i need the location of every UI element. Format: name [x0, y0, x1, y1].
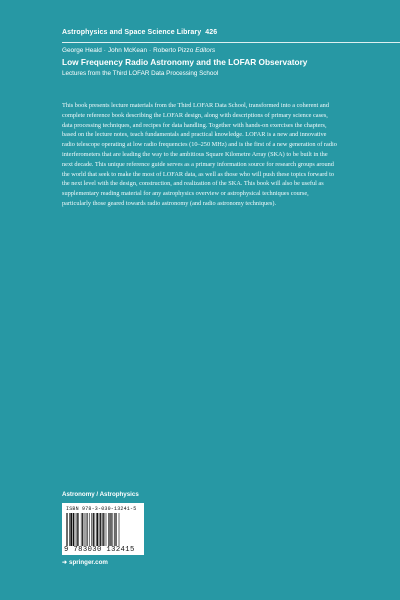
book-subtitle: Lectures from the Third LOFAR Data Processing School — [62, 70, 219, 77]
barcode-icon — [66, 513, 140, 546]
publisher-website[interactable] — [62, 559, 108, 566]
editor-separator: · — [149, 47, 152, 54]
subject-category: Astronomy / Astrophysics — [62, 491, 139, 498]
isbn-label: ISBN 978-3-030-13241-5 — [66, 506, 137, 512]
series-line — [62, 29, 217, 36]
editors-role: Editors — [195, 47, 216, 54]
series-number: 426 — [205, 29, 218, 36]
editors-line — [62, 47, 215, 54]
barcode-number: 9 783030 132415 — [64, 546, 135, 554]
series-name: Astrophysics and Space Science Library — [62, 29, 202, 36]
editor-separator: · — [103, 47, 106, 54]
book-title: Low Frequency Radio Astronomy and the LOFAR Observatory — [62, 57, 308, 67]
editor-name: George Heald — [62, 47, 102, 54]
book-description — [62, 101, 338, 209]
description-paragraph: This book presents lecture materials from the Third LOFAR Data School, transformed into a coherent and complete reference book describing the LOFAR design, along with descriptions of primary science cases, data processing techniques, and recipes for data handling. Together with hands-on exercises the chapters, based on the lecture notes, teach fundamentals and practical knowledge. LOFAR is a new and innovative radio telescope operating at low radio frequencies (10–250 MHz) and is the first of a new generation of radio interferometers that are leading the way to the ambitious Square Kilometre Array (SKA) to be built in the next decade. This unique reference guide serves as a primary information source for research groups around the world that seek to make the most of LOFAR data, as well as those who will push these topics forward to the next level with the design, construction, and realization of the SKA. This book will also be useful as supplementary reading material for any astrophysics overview or astrophysical techniques course, particularly those geared towards radio astronomy (and radio astronomy techniques). — [62, 102, 337, 207]
editor-name: Roberto Pizzo — [153, 47, 194, 54]
editor-name: John McKean — [107, 47, 148, 54]
website-label: springer.com — [69, 559, 108, 566]
isbn-barcode-box — [62, 503, 144, 555]
header-divider — [62, 42, 400, 43]
arrow-right-icon: ➜ — [62, 560, 68, 566]
